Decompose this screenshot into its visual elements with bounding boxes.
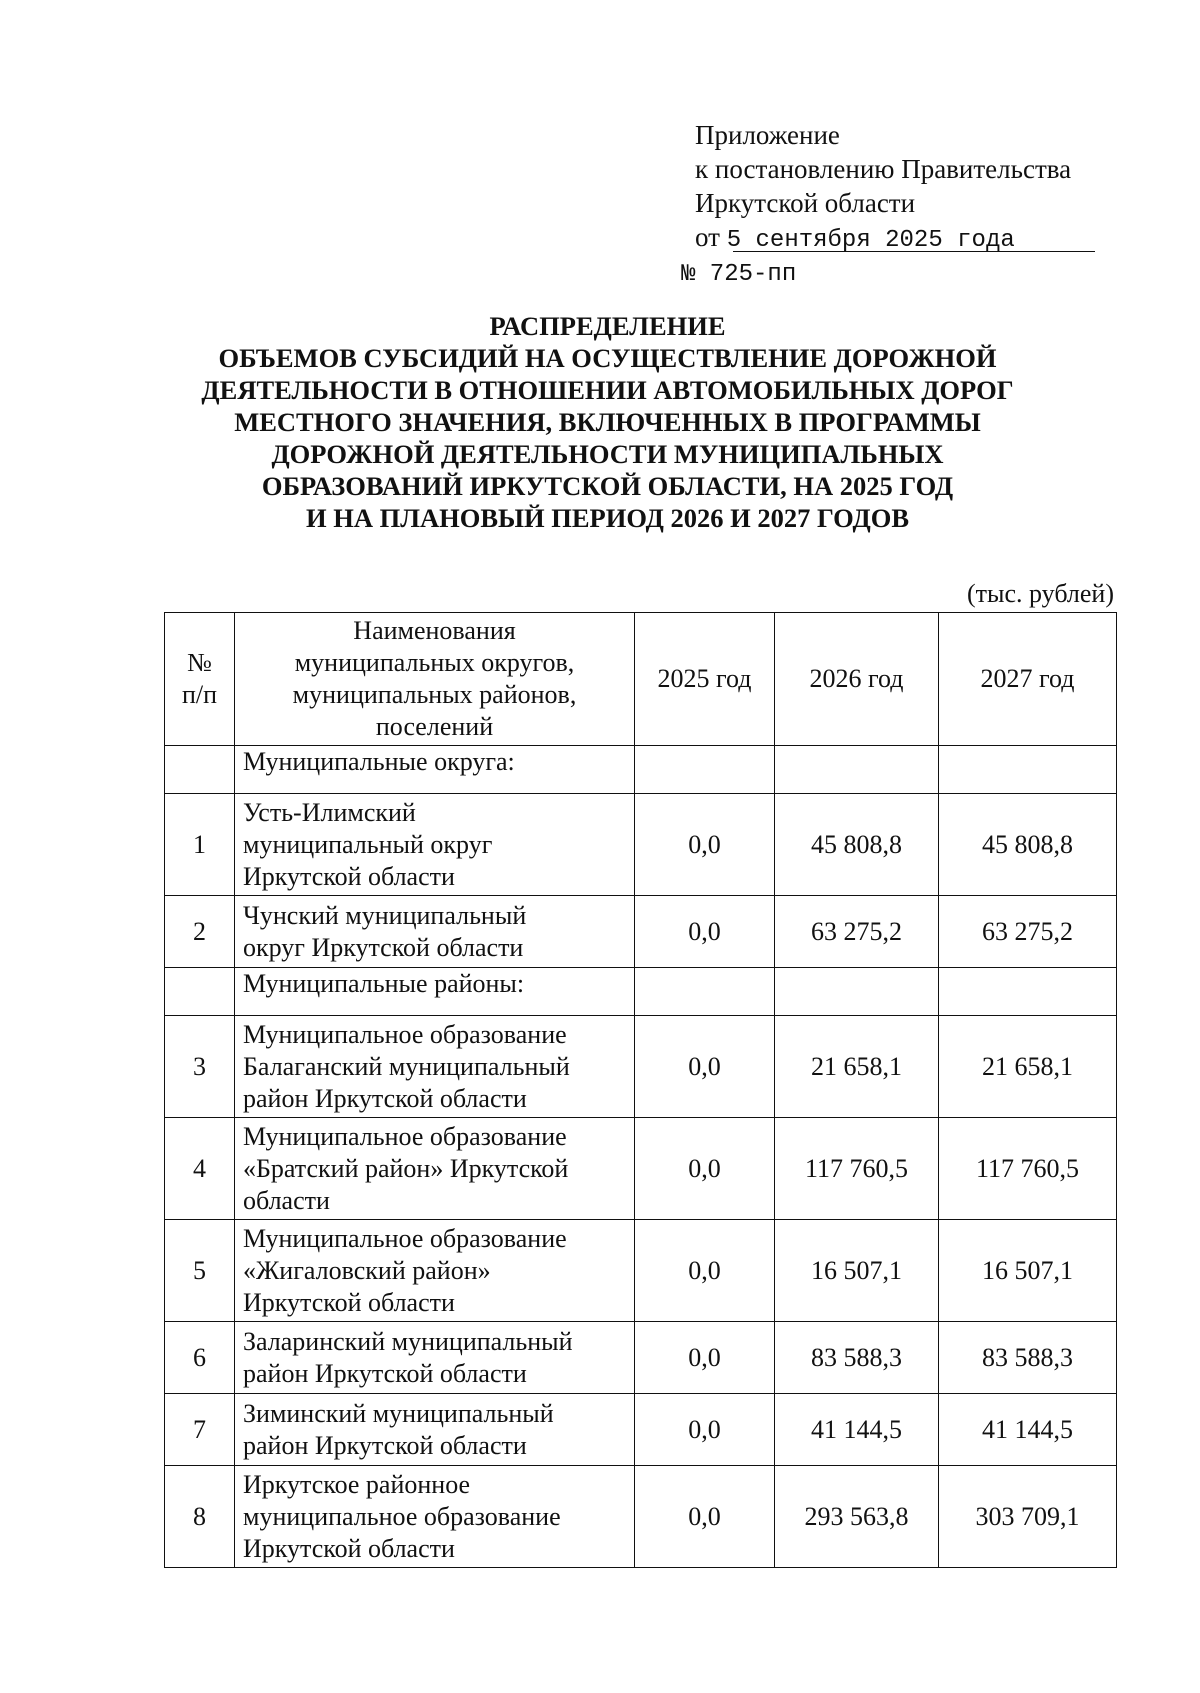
value-2026: 83 588,3 [775, 1322, 939, 1394]
row-name-line: Иркутской области [243, 1533, 455, 1563]
value-2027: 117 760,5 [939, 1118, 1117, 1220]
header-name-line: муниципальных округов, [294, 648, 575, 677]
heading-line: ДЕЯТЕЛЬНОСТИ В ОТНОШЕНИИ АВТОМОБИЛЬНЫХ ДОРОГ [201, 375, 1014, 405]
value-2026: 45 808,8 [775, 794, 939, 896]
section-empty-cell [775, 968, 939, 1016]
header-number-line: № [187, 648, 212, 677]
row-name-line: Муниципальное образование [243, 1019, 567, 1049]
row-name [235, 1118, 635, 1220]
row-number: 8 [165, 1466, 235, 1568]
row-name-line: Муниципальное образование [243, 1223, 567, 1253]
section-row-rayony [165, 968, 1117, 1016]
heading-line: МЕСТНОГО ЗНАЧЕНИЯ, ВКЛЮЧЕННЫХ В ПРОГРАММЫ [234, 407, 981, 437]
value-2026: 16 507,1 [775, 1220, 939, 1322]
document-heading [150, 310, 1065, 534]
row-number: 4 [165, 1118, 235, 1220]
value-2025: 0,0 [635, 896, 775, 968]
date-underline [733, 251, 1095, 252]
row-name-line: Муниципальное образование [243, 1121, 567, 1151]
header-2027: 2027 год [939, 613, 1117, 746]
header-name [235, 613, 635, 746]
decree-number: № 725-пп [681, 261, 797, 288]
heading-line: ОБЪЕМОВ СУБСИДИЙ НА ОСУЩЕСТВЛЕНИЕ ДОРОЖНОЙ [218, 343, 997, 373]
value-2026: 21 658,1 [775, 1016, 939, 1118]
section-empty-cell [775, 746, 939, 794]
section-label: Муниципальные округа: [235, 746, 635, 794]
row-number: 5 [165, 1220, 235, 1322]
table-row [165, 1322, 1117, 1394]
row-name-line: Усть-Илимский [243, 797, 416, 827]
row-name-line: Чунский муниципальный [243, 900, 527, 930]
units-label: (тыс. рублей) [966, 579, 1114, 608]
row-number: 7 [165, 1394, 235, 1466]
section-empty-cell [165, 968, 235, 1016]
heading-line: И НА ПЛАНОВЫЙ ПЕРИОД 2026 И 2027 ГОДОВ [305, 503, 909, 533]
header-name-line: муниципальных районов, [292, 680, 577, 709]
appendix-date [695, 220, 1115, 258]
row-name [235, 1394, 635, 1466]
row-name-line: муниципальный округ [243, 829, 493, 859]
appendix-title: Приложение [695, 120, 840, 150]
row-name-line: Заларинский муниципальный [243, 1326, 573, 1356]
row-name-line: район Иркутской области [243, 1083, 527, 1113]
table-row [165, 1016, 1117, 1118]
value-2027: 303 709,1 [939, 1466, 1117, 1568]
value-2025: 0,0 [635, 1466, 775, 1568]
row-name-line: муниципальное образование [243, 1501, 561, 1531]
heading-line: ДОРОЖНОЙ ДЕЯТЕЛЬНОСТИ МУНИЦИПАЛЬНЫХ [271, 439, 944, 469]
row-name [235, 1220, 635, 1322]
appendix-region: Иркутской области [695, 188, 916, 218]
value-2025: 0,0 [635, 1220, 775, 1322]
value-2027: 63 275,2 [939, 896, 1117, 968]
row-number: 1 [165, 794, 235, 896]
value-2025: 0,0 [635, 1016, 775, 1118]
table-row [165, 896, 1117, 968]
table-row [165, 1394, 1117, 1466]
appendix-reference: к постановлению Правительства [695, 154, 1072, 184]
table-row [165, 794, 1117, 896]
value-2025: 0,0 [635, 1118, 775, 1220]
value-2025: 0,0 [635, 1322, 775, 1394]
heading-line: РАСПРЕДЕЛЕНИЕ [489, 311, 726, 341]
value-2026: 117 760,5 [775, 1118, 939, 1220]
section-row-okruga [165, 746, 1117, 794]
row-name-line: Зиминский муниципальный [243, 1398, 554, 1428]
section-empty-cell [165, 746, 235, 794]
value-2026: 41 144,5 [775, 1394, 939, 1466]
row-name-line: Иркутской области [243, 1287, 455, 1317]
row-name [235, 1322, 635, 1394]
row-name-line: округ Иркутской области [243, 932, 524, 962]
row-name-line: «Братский район» Иркутской [243, 1153, 569, 1183]
section-empty-cell [939, 746, 1117, 794]
value-2025: 0,0 [635, 1394, 775, 1466]
value-2025: 0,0 [635, 794, 775, 896]
row-name [235, 1466, 635, 1568]
date-value: 5 сентября 2025 года [726, 227, 1015, 254]
row-name-line: Иркутское районное [243, 1469, 471, 1499]
header-name-line: поселений [375, 712, 494, 741]
value-2027: 45 808,8 [939, 794, 1117, 896]
section-label: Муниципальные районы: [235, 968, 635, 1016]
row-name-line: Балаганский муниципальный [243, 1051, 570, 1081]
row-number: 2 [165, 896, 235, 968]
row-number: 3 [165, 1016, 235, 1118]
row-name-line: «Жигаловский район» [243, 1255, 491, 1285]
heading-line: ОБРАЗОВАНИЙ ИРКУТСКОЙ ОБЛАСТИ, НА 2025 ГОД [261, 471, 954, 501]
section-empty-cell [635, 968, 775, 1016]
table-row [165, 1220, 1117, 1322]
value-2026: 63 275,2 [775, 896, 939, 968]
header-number-line: п/п [181, 680, 218, 709]
distribution-table [164, 612, 1117, 1568]
value-2027: 41 144,5 [939, 1394, 1117, 1466]
table-row [165, 1466, 1117, 1568]
row-name [235, 896, 635, 968]
row-name-line: район Иркутской области [243, 1358, 527, 1388]
row-name [235, 794, 635, 896]
header-name-line: Наименования [353, 616, 516, 645]
value-2027: 21 658,1 [939, 1016, 1117, 1118]
row-number: 6 [165, 1322, 235, 1394]
date-prefix: от [695, 222, 720, 252]
value-2026: 293 563,8 [775, 1466, 939, 1568]
row-name [235, 1016, 635, 1118]
section-empty-cell [939, 968, 1117, 1016]
value-2027: 83 588,3 [939, 1322, 1117, 1394]
row-name-line: области [243, 1185, 330, 1215]
table-row [165, 1118, 1117, 1220]
appendix-block [681, 118, 1115, 292]
section-empty-cell [635, 746, 775, 794]
row-name-line: Иркутской области [243, 861, 455, 891]
header-2025: 2025 год [635, 613, 775, 746]
table-header-row [165, 613, 1117, 746]
value-2027: 16 507,1 [939, 1220, 1117, 1322]
row-name-line: район Иркутской области [243, 1430, 527, 1460]
header-2026: 2026 год [775, 613, 939, 746]
header-number [165, 613, 235, 746]
